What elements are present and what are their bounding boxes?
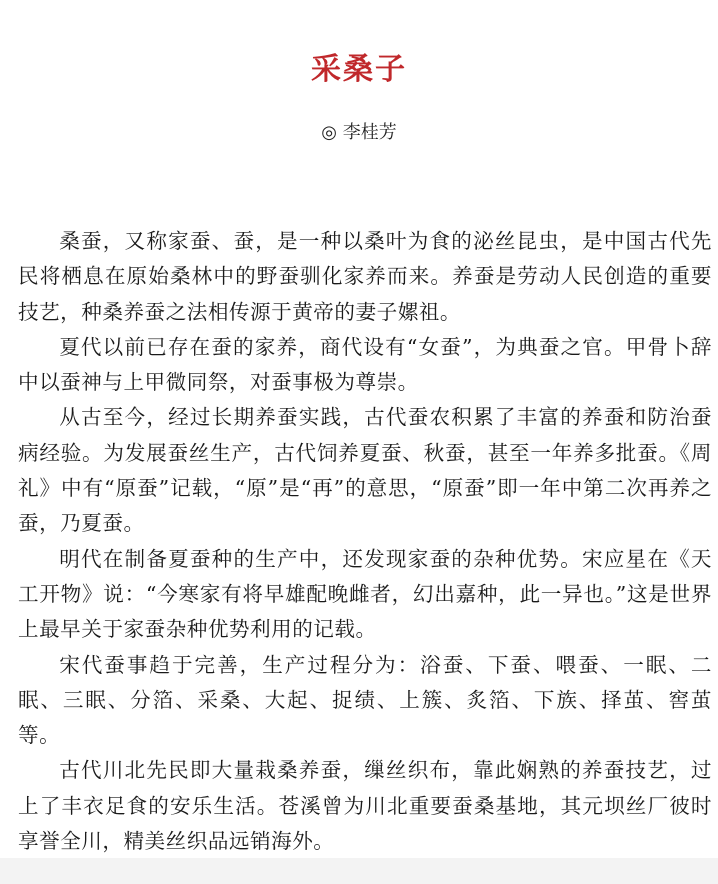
paragraph: 夏代以前已存在蚕的家养，商代设有“女蚕”，为典蚕之官。甲骨卜辞中以蚕神与上甲微同祭，对蚕事极为尊崇。 xyxy=(18,334,712,395)
paragraph: 桑蚕，又称家蚕、蚕，是一种以桑叶为食的泌丝昆虫，是中国古代先民将栖息在原始桑林中的野蚕驯化家养而来。养蚕是劳动人民创造的重要技艺，种桑养蚕之法相传源于黄帝的妻子嫘祖。 xyxy=(18,229,712,324)
paragraph: 古代川北先民即大量栽桑养蚕，缫丝织布，靠此娴熟的养蚕技艺，过上了丰衣足食的安乐生活。苍溪曾为川北重要蚕桑基地，其元坝丝厂彼时享誉全川，精美丝织品远销海外。 xyxy=(18,758,712,854)
paragraph: 宋代蚕事趋于完善，生产过程分为：浴蚕、下蚕、喂蚕、一眠、二眠、三眠、分箔、采桑、大起、捉绩、上簇、炙箔、下族、择茧、窖茧等。 xyxy=(18,652,712,748)
footer-strip xyxy=(0,858,718,884)
author-byline: ◎ 李桂芳 xyxy=(321,122,397,143)
paragraph: 从古至今，经过长期养蚕实践，古代蚕农积累了丰富的养蚕和防治蚕病经验。为发展蚕丝生产，古代饲养夏蚕、秋蚕，甚至一年养多批蚕。《周礼》中有“原蚕”记载，“原”是“再”的意思，“原蚕”即一年中第二次再养之蚕，乃夏蚕。 xyxy=(18,405,712,536)
paragraph: 明代在制备夏蚕种的生产中，还发现家蚕的杂种优势。宋应星在《天工开物》说：“今寒家有将早雄配晚雌者，幻出嘉种，此一异也。”这是世界上最早关于家蚕杂种优势利用的记载。 xyxy=(18,546,712,642)
article-title: 采桑子 xyxy=(311,52,407,87)
article-body xyxy=(18,224,712,859)
